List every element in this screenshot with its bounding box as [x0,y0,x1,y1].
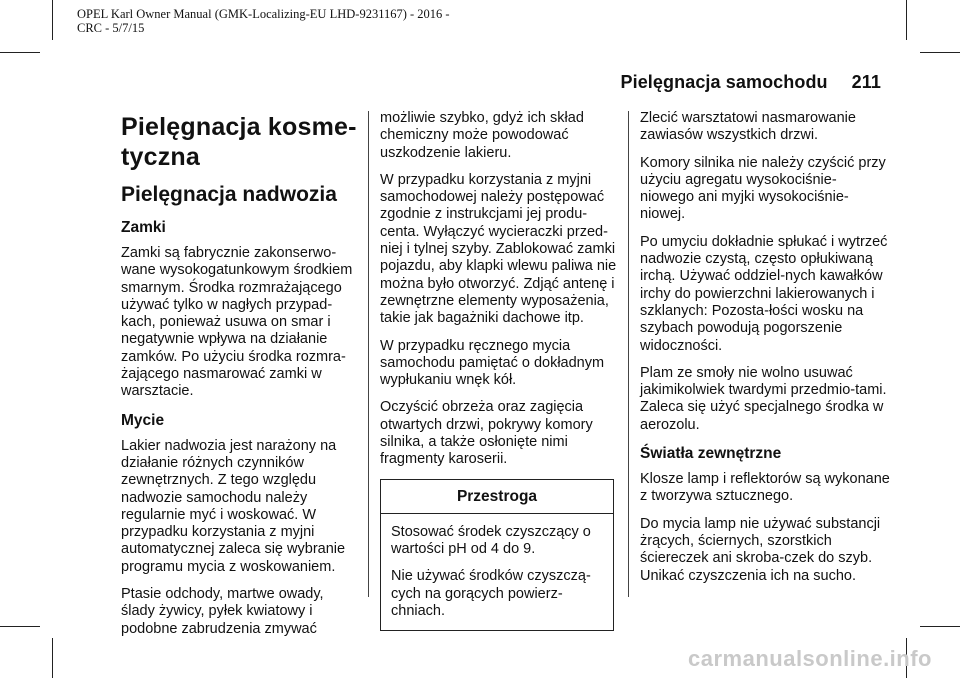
paragraph: Plam ze smoły nie wolno usuwać jakimikolwiek twardymi przedmio-tami. Zaleca się użyć specjalnego środka w aerozolu. [640,364,887,433]
zamki-heading: Zamki [121,219,166,236]
caution-paragraph-1: Stosować środek czyszczący o wartości pH od 4 do 9. [391,523,591,557]
paragraph: możliwie szybko, gdyż ich skład chemiczny może powodować uszkodzenie lakieru. [380,110,584,161]
zamki-paragraph: Zamki są fabrycznie zakonserwo-wane wysokogatunkowym środkiem smarnym. Środka rozmrażającego używać tylko w nagłych przypad-kach, ponieważ usuwa on smar i negatywnie wpływa na działanie zamków. Po użyciu środka rozmra-żającego nasmarować zamki w warsztacie. [121,245,353,400]
column-divider [628,111,629,597]
paragraph: W przypadku ręcznego mycia samochodu pamiętać o dokładnym wypłukaniu wnęk kół. [380,337,605,389]
section-heading: Pielęgnacja nadwozia [121,183,337,206]
section-title: Pielęgnacja samochodu [620,72,828,92]
caution-title: Przestroga [381,480,613,514]
doc-header-line-2: CRC - 5/7/15 [77,21,145,35]
crop-mark [0,52,40,53]
caution-body [381,514,613,620]
paragraph: W przypadku korzystania z myjni samochodowej należy postępować zgodnie z instrukcjami jej produ-centa. Wyłączyć wycieraczki przed-niej i tylnej szyby. Zablokować zamki pojazdu, aby klapki wlewu paliwa nie można było otworzyć. Zdjąć antenę i zewnętrzne elementy wyposażenia, takie jak bagażniki dachowe itp. [380,171,617,327]
watermark: carmanualsonline.info [688,646,932,671]
column-divider [368,111,369,597]
paragraph: Zlecić warsztatowi nasmarowanie zawiasów wszystkich drzwi. [640,110,856,144]
caution-paragraph-2: Nie używać środków czyszczą-cych na gorących powierz-chniach. [391,568,591,619]
crop-mark [920,52,960,53]
mycie-paragraph-1: Lakier nadwozia jest narażony na działanie różnych czynników zewnętrznych. Z tego względu nadwozie samochodu należy regularnie myć i woskować. W przypadku korzystania z myjni automatycznej zaleca się wybranie programu mycia z woskowaniem. [121,437,346,575]
running-head [620,72,881,93]
mycie-paragraph-2: Ptasie odchody, martwe owady, ślady żywicy, pyłek kwiatowy i podobne zabrudzenia zmywać [121,586,324,637]
page-number: 211 [851,72,881,92]
column-2 [380,110,620,631]
crop-mark [0,626,40,627]
crop-mark [52,638,53,678]
document-header [77,7,450,35]
doc-header-line-1: OPEL Karl Owner Manual (GMK-Localizing-EU LHD-9231167) - 2016 - [77,7,450,21]
page-title [121,112,361,172]
paragraph: Klosze lamp i reflektorów są wykonane z tworzywa sztucznego. [640,471,890,505]
title-line-1: Pielęgnacja kosme- [121,113,357,141]
caution-box [380,479,614,631]
mycie-heading: Mycie [121,411,165,429]
paragraph: Komory silnika nie należy czyścić przy użyciu agregatu wysokociśnie-niowego ani myjki wysokociśnie-niowej. [640,154,886,223]
lights-heading: Światła zewnętrzne [640,445,782,463]
column-1 [121,110,361,648]
crop-mark [920,626,960,627]
title-line-2: tyczna [121,143,201,171]
paragraph: Oczyścić obrzeża oraz zagięcia otwartych drzwi, pokrywy komory silnika, a także osłonięte nimi fragmenty karoserii. [380,399,593,468]
crop-mark [906,0,907,40]
paragraph: Po umyciu dokładnie spłukać i wytrzeć nadwozie czystą, często opłukiwaną irchą. Używać oddziel-nych kawałków irchy do powierzchni lakierowanych i szklanych: Pozosta-łości wosku na szybach powodują pogorszenie widoczności. [640,233,888,354]
column-3 [640,110,890,595]
crop-mark [52,0,53,40]
paragraph: Do mycia lamp nie używać substancji żrących, ściernych, szorstkich ściereczek ani skroba-czek do szyb. Unikać czyszczenia ich na sucho. [640,515,881,584]
